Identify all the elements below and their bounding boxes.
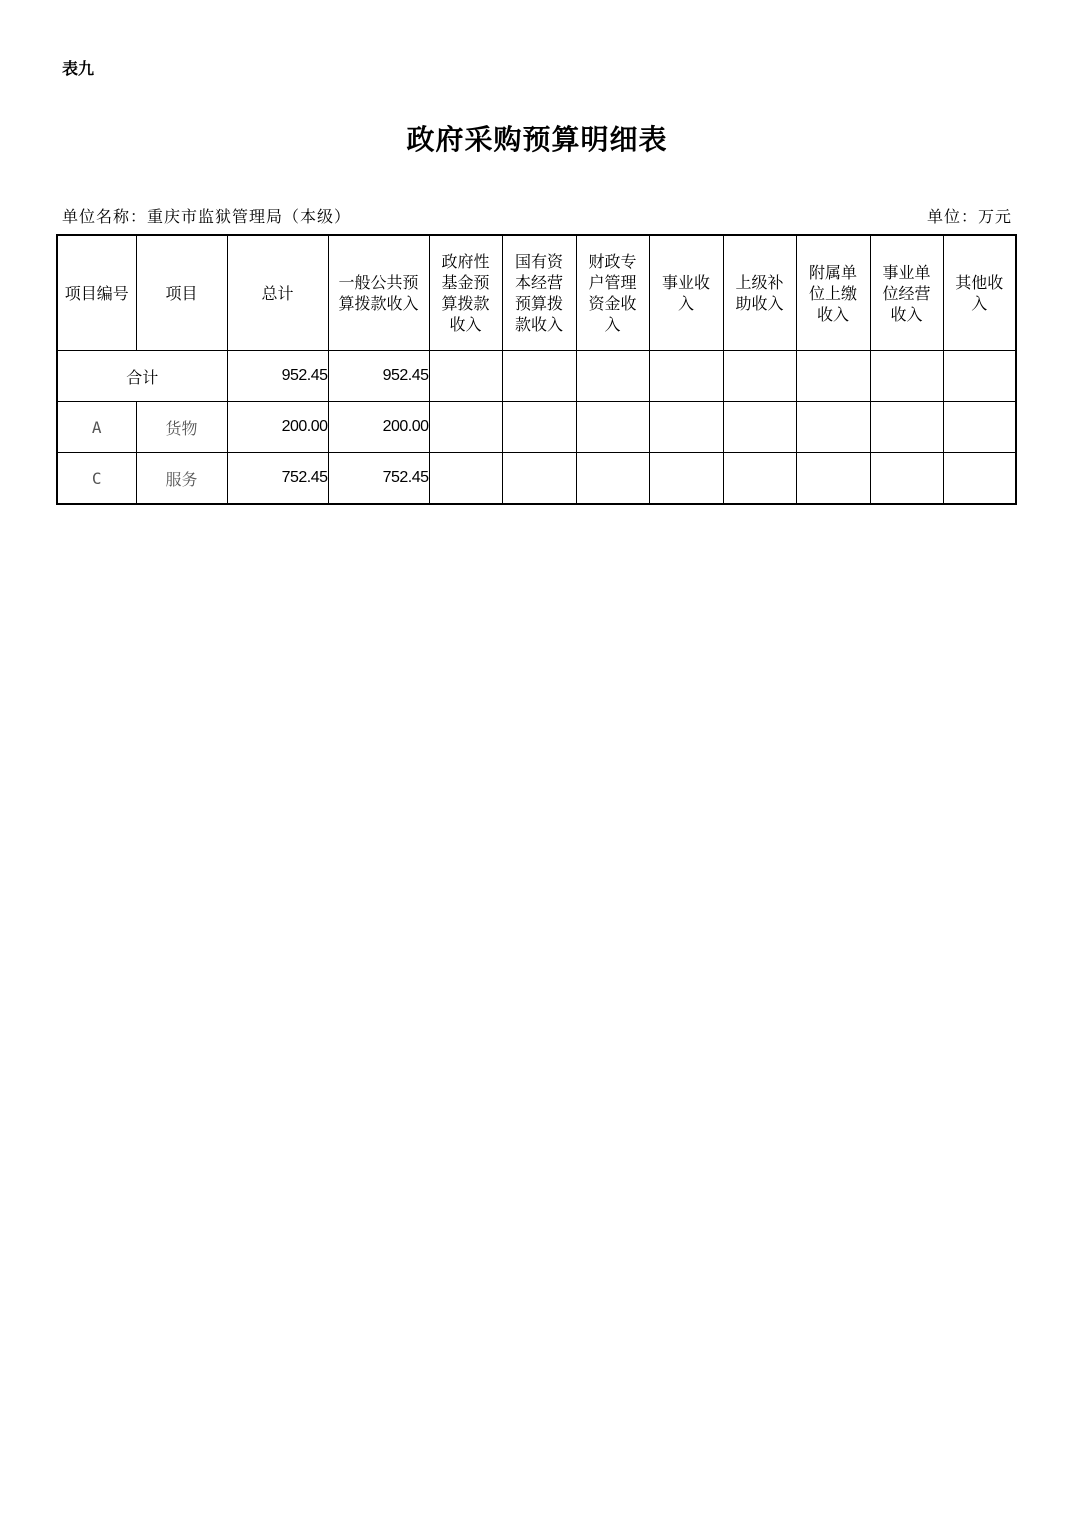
total-value: 952.45 — [227, 351, 328, 402]
column-header: 事业单位经营收入 — [870, 235, 943, 351]
column-header: 政府性基金预算拨款收入 — [429, 235, 502, 351]
column-header: 附属单位上缴收入 — [796, 235, 870, 351]
total-label: 合计 — [57, 351, 227, 402]
currency-unit-label: 单位：万元 — [926, 207, 1012, 226]
item-code: A — [57, 402, 136, 453]
general-budget-value: 952.45 — [328, 351, 429, 402]
item-name: 货物 — [136, 402, 227, 453]
column-header: 国有资本经营预算拨款收入 — [502, 235, 576, 351]
table-header-row — [57, 235, 1016, 351]
total-value: 200.00 — [227, 402, 328, 453]
item-code: C — [57, 453, 136, 505]
column-header: 事业收入 — [649, 235, 723, 351]
column-header: 上级补助收入 — [723, 235, 796, 351]
procurement-budget-table — [56, 234, 1017, 505]
general-budget-value: 752.45 — [328, 453, 429, 505]
total-value: 752.45 — [227, 453, 328, 505]
item-name: 服务 — [136, 453, 227, 505]
column-header: 项目编号 — [57, 235, 136, 351]
column-header: 其他收入 — [943, 235, 1016, 351]
total-row — [57, 351, 1016, 402]
column-header: 项目 — [136, 235, 227, 351]
column-header: 财政专户管理资金收入 — [576, 235, 649, 351]
general-budget-value: 200.00 — [328, 402, 429, 453]
unit-name-label: 单位名称：重庆市监狱管理局（本级） — [62, 207, 352, 226]
column-header: 一般公共预算拨款收入 — [328, 235, 429, 351]
table-row — [57, 402, 1016, 453]
page-title: 政府采购预算明细表 — [406, 123, 668, 156]
table-number: 表九 — [62, 59, 95, 78]
table-row — [57, 453, 1016, 505]
column-header: 总计 — [227, 235, 328, 351]
